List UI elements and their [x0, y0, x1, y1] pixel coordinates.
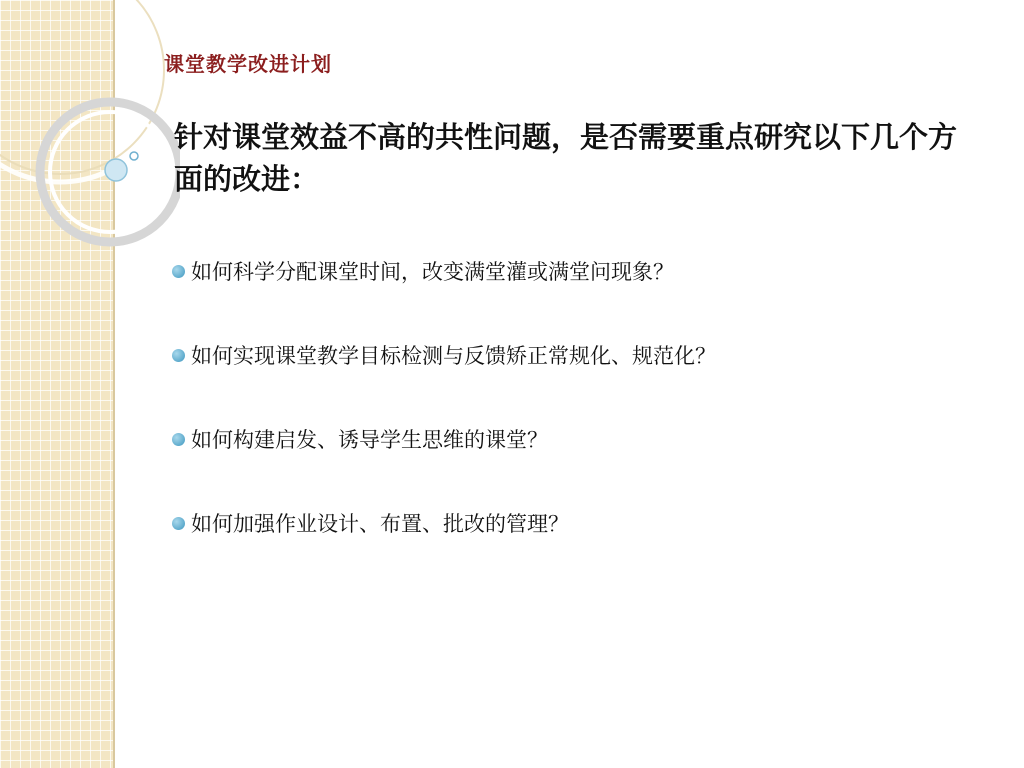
list-item-text: 如何构建启发、诱导学生思维的课堂？	[191, 428, 548, 452]
panel-divider	[113, 0, 115, 768]
list-item-text: 如何科学分配课堂时间，改变满堂灌或满堂问现象？	[191, 260, 674, 284]
dot-bullet-icon	[172, 265, 185, 278]
bullet-list	[172, 252, 716, 588]
dot-bullet-icon	[172, 517, 185, 530]
list-item-text: 如何加强作业设计、布置、批改的管理？	[191, 512, 569, 536]
list-item	[172, 252, 716, 290]
list-item	[172, 336, 716, 374]
dot-bullet-icon	[172, 349, 185, 362]
dot-bullet-icon	[172, 433, 185, 446]
page-title: 课堂教学改进计划	[164, 52, 332, 76]
left-grid-panel	[0, 0, 113, 768]
list-item	[172, 420, 716, 458]
lead-text: 针对课堂效益不高的共性问题，是否需要重点研究以下几个方面的改进：	[174, 120, 958, 196]
list-item-text: 如何实现课堂教学目标检测与反馈矫正常规化、规范化？	[191, 344, 716, 368]
list-item	[172, 504, 716, 542]
